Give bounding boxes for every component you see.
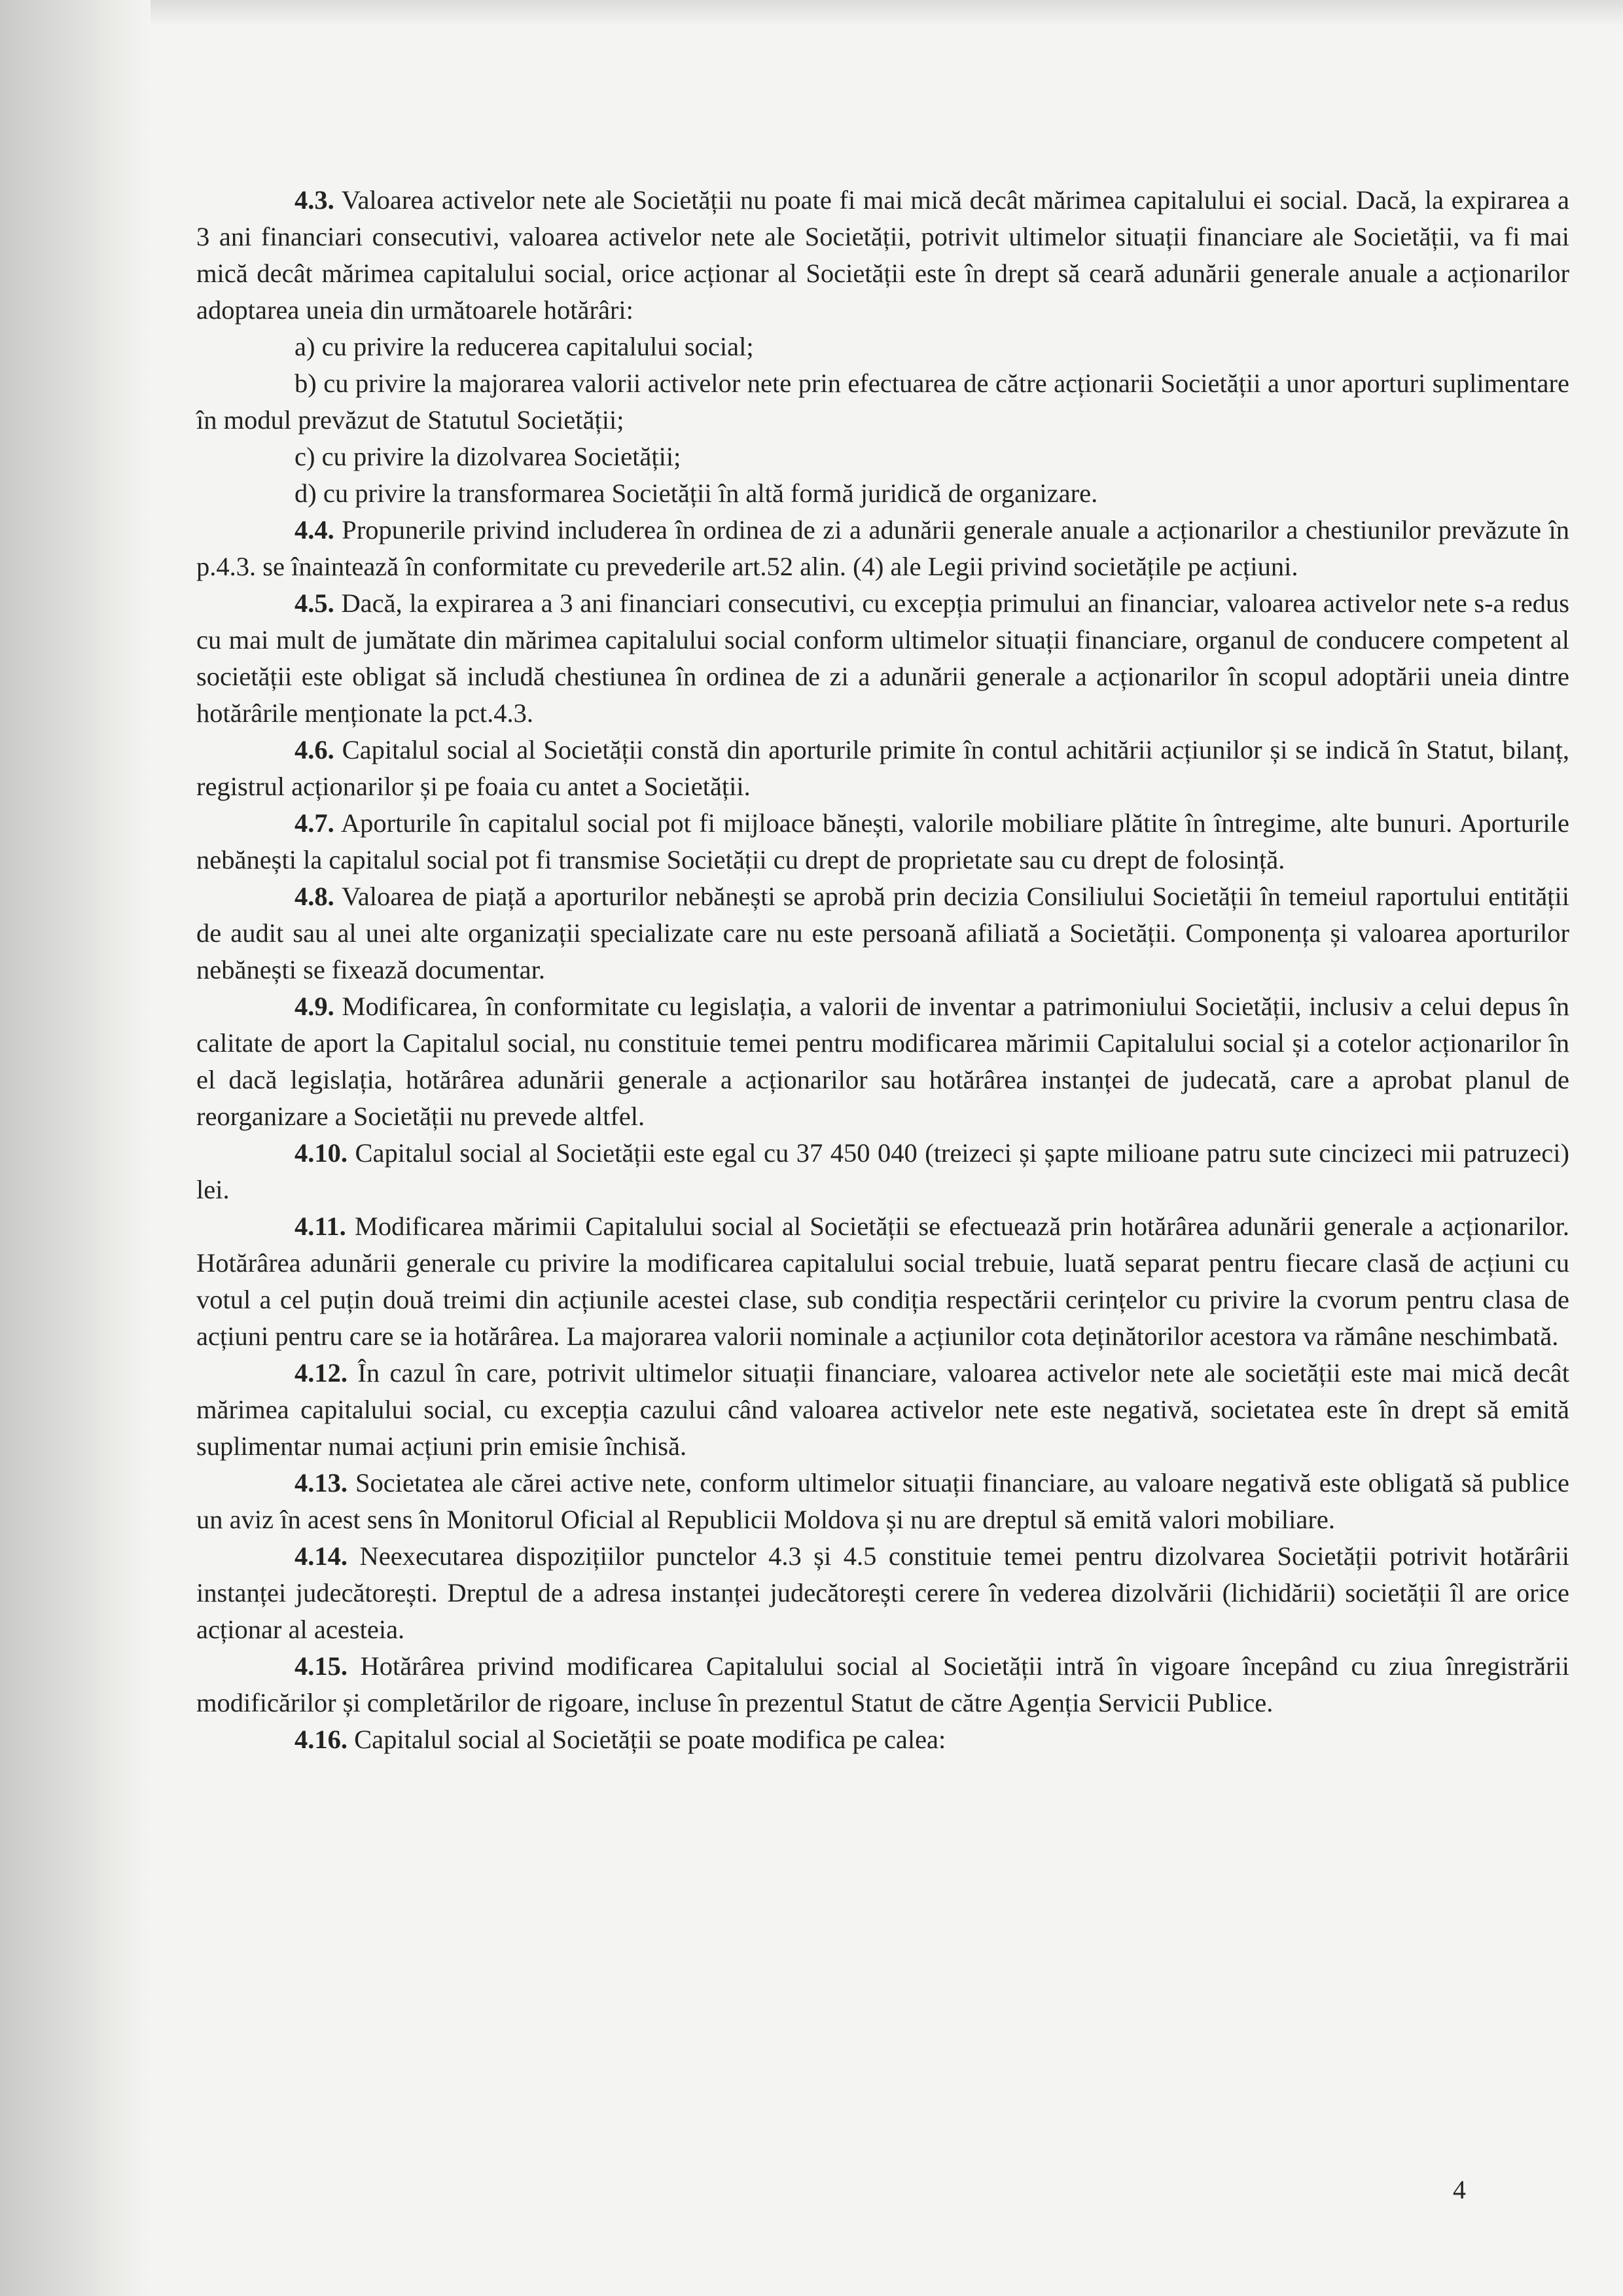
section-text: Dacă, la expirarea a 3 ani financiari consecutivi, cu excepția primului an financiar, valoarea activelor nete s-a redus cu mai mult de jumătate din mărimea capitalului social conform ultimelor situații financiare, organul de conducere competent al societății este obligat să includă chestiunea în ordinea de zi a adunării generale a acționarilor în scopul adoptării uneia dintre hotărârile menționate la pct.4.3. xyxy=(196,588,1570,728)
section-number: 4.10. xyxy=(294,1138,348,1168)
list-item-c: c) cu privire la dizolvarea Societății; xyxy=(294,442,681,471)
section-text: Neexecutarea dispozițiilor punctelor 4.3 și 4.5 constituie temei pentru dizolvarea Societății potrivit hotărârii instanței judecătorești. Dreptul de a adresa instanței judecătorești cerere în vederea dizolvării (lichidării) societății îl are orice acționar al acesteia. xyxy=(196,1541,1569,1644)
section-4-12 xyxy=(196,1355,1569,1465)
section-number: 4.15. xyxy=(294,1651,348,1681)
section-text: Capitalul social al Societății este egal cu 37 450 040 (treizeci și șapte milioane patru sute cincizeci mii patruzeci) lei. xyxy=(196,1138,1570,1204)
section-4-14 xyxy=(196,1538,1569,1648)
section-number: 4.6. xyxy=(294,735,334,764)
section-4-16 xyxy=(196,1721,1569,1758)
list-item-a: a) cu privire la reducerea capitalului social; xyxy=(294,332,754,361)
section-text: Aporturile în capitalul social pot fi mijloace bănești, valorile mobiliare plătite în întregime, alte bunuri. Aporturile nebănești la capitalul social pot fi transmise Societății cu drept de proprietate sau cu drept de folosință. xyxy=(196,808,1569,874)
section-number: 4.14. xyxy=(294,1541,348,1571)
section-4-7 xyxy=(196,805,1569,878)
scan-binding-shadow xyxy=(0,0,151,2296)
section-number: 4.12. xyxy=(294,1358,348,1388)
section-text: Capitalul social al Societății se poate modifica pe calea: xyxy=(354,1725,946,1754)
section-4-15 xyxy=(196,1648,1569,1721)
section-text: Propunerile privind includerea în ordinea de zi a adunării generale anuale a acționarilor a chestiunilor prevăzute în p.4.3. se înaintează în conformitate cu prevederile art.52 alin. (4) ale Legii privind societățile pe acțiuni. xyxy=(196,515,1570,581)
section-text: Societatea ale cărei active nete, conform ultimelor situații financiare, au valoare negativă este obligată să publice un aviz în acest sens în Monitorul Oficial al Republicii Moldova și nu are dreptul să emită valori mobiliare. xyxy=(196,1468,1569,1534)
section-text: Capitalul social al Societății constă din aporturile primite în contul achitării acțiunilor și se indică în Statut, bilanț, registrul acționarilor și pe foaia cu antet a Societății. xyxy=(196,735,1569,801)
section-number: 4.7. xyxy=(294,808,334,838)
section-4-6 xyxy=(196,732,1569,805)
section-number: 4.16. xyxy=(294,1725,348,1754)
page-number: 4 xyxy=(1453,2175,1466,2204)
section-4-11 xyxy=(196,1208,1569,1355)
section-4-3 xyxy=(196,182,1569,329)
scan-top-edge xyxy=(0,0,1623,26)
section-number: 4.9. xyxy=(294,992,334,1021)
section-number: 4.13. xyxy=(294,1468,348,1498)
section-number: 4.11. xyxy=(294,1211,346,1241)
section-number: 4.8. xyxy=(294,882,334,911)
list-item-d: d) cu privire la transformarea Societății în altă formă juridică de organizare. xyxy=(294,478,1098,508)
list-item-b: b) cu privire la majorarea valorii activelor nete prin efectuarea de către acționarii Societății a unor aporturi suplimentare în modul prevăzut de Statutul Societății; xyxy=(196,368,1569,435)
section-text: Modificarea mărimii Capitalului social al Societății se efectuează prin hotărârea adunării generale a acționarilor. Hotărârea adunării generale cu privire la modificarea capitalului social trebuie, luată separat pentru fiecare clasă de acțiuni cu votul a cel puțin două treimi din acțiunile acestei clase, sub condiția respectării cerințelor cu privire la cvorum pentru clasa de acțiuni pentru care se ia hotărârea. La majorarea valorii nominale a acțiunilor cota deținătorilor acestora va rămâne neschimbată. xyxy=(196,1211,1569,1351)
section-text: Valoarea de piață a aporturilor nebănești se aprobă prin decizia Consiliului Societății în temeiul raportului entității de audit sau al unei alte organizații specializate care nu este persoană afiliată a Societății. Componența și valoarea aporturilor nebănești se fixează documentar. xyxy=(196,882,1569,984)
section-number: 4.4. xyxy=(294,515,334,545)
section-4-4 xyxy=(196,512,1569,585)
section-4-9 xyxy=(196,988,1569,1135)
document-body xyxy=(196,182,1569,1758)
section-text: Modificarea, în conformitate cu legislația, a valorii de inventar a patrimoniului Societății, inclusiv a celui depus în calitate de aport la Capitalul social, nu constituie temei pentru modificarea mărimii Capitalului social și a cotelor acționarilor în el dacă legislația, hotărârea adunării generale a acționarilor sau hotărârea instanței de judecată, care a aprobat planul de reorganizare a Societății nu prevede altfel. xyxy=(196,992,1569,1131)
section-text: În cazul în care, potrivit ultimelor situații financiare, valoarea activelor nete ale societății este mai mică decât mărimea capitalului social, cu excepția cazului când valoarea activelor nete este negativă, societatea este în drept să emită suplimentar numai acțiuni prin emisie închisă. xyxy=(196,1358,1569,1461)
section-4-10 xyxy=(196,1135,1569,1208)
section-4-5 xyxy=(196,585,1569,732)
section-4-8 xyxy=(196,878,1569,988)
section-text: Valoarea activelor nete ale Societății nu poate fi mai mică decât mărimea capitalului ei social. Dacă, la expirarea a 3 ani financiari consecutivi, valoarea activelor nete ale Societății, potrivit ultimelor situații financiare ale Societății, va fi mai mică decât mărimea capitalului social, orice acționar al Societății este în drept să ceară adunării generale anuale a acționarilor adoptarea uneia din următoarele hotărâri: xyxy=(196,185,1569,325)
section-text: Hotărârea privind modificarea Capitalului social al Societății intră în vigoare începând cu ziua înregistrării modificărilor și completărilor de rigoare, incluse în prezentul Statut de către Agenția Servicii Publice. xyxy=(196,1651,1570,1717)
section-4-13 xyxy=(196,1465,1569,1538)
section-number: 4.5. xyxy=(294,588,334,618)
section-number: 4.3. xyxy=(294,185,334,215)
